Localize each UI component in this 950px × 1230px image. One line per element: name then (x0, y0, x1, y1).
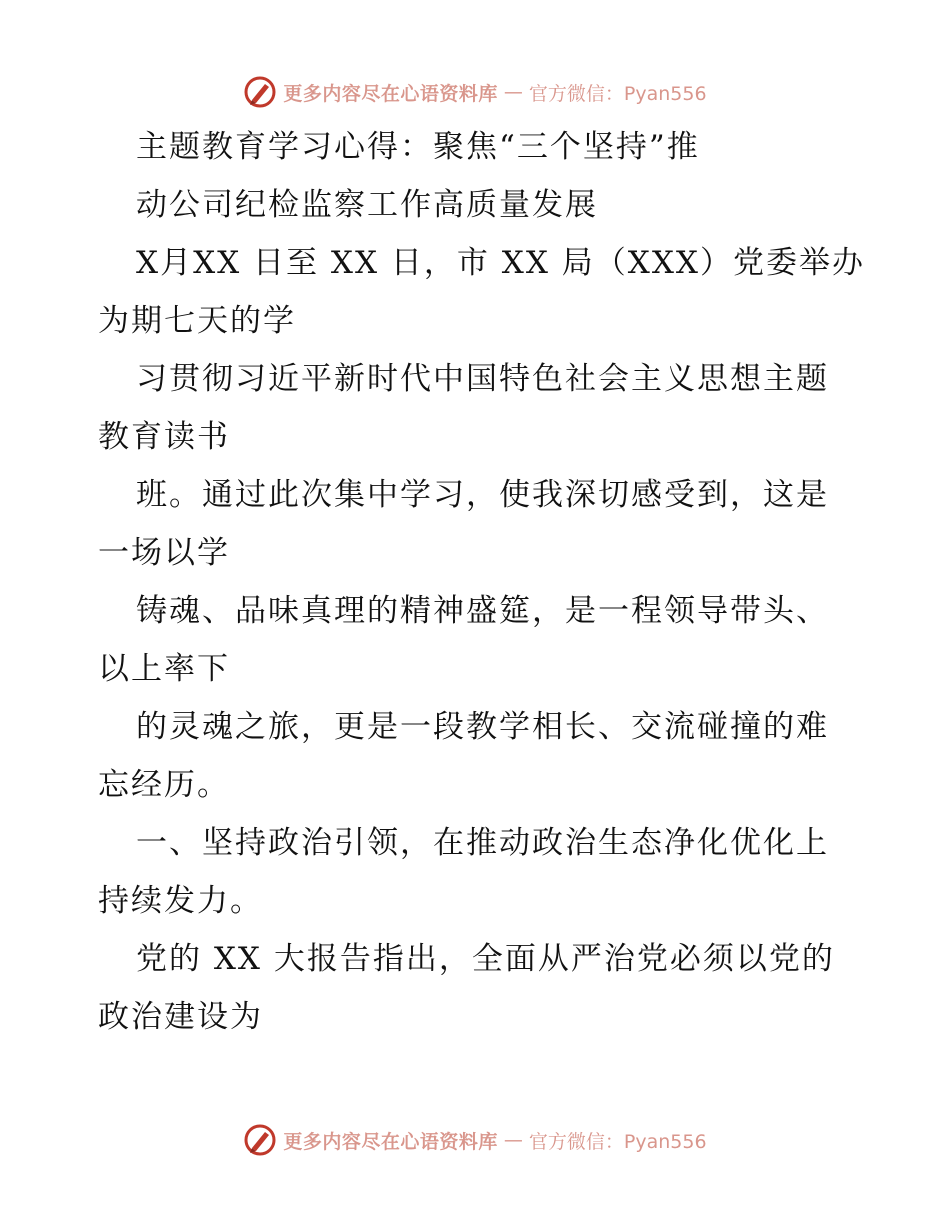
header-contact-text: 官方微信：Pyan556 (528, 82, 707, 105)
header-separator: — (503, 81, 523, 103)
red-pen-circle-logo-icon (243, 75, 277, 109)
section-heading-line: 一、坚持政治引领，在推动政治生态净化优化上 (136, 825, 829, 861)
paragraph-line: 铸魂、品味真理的精神盛筵，是一程领导带头、 (136, 593, 829, 629)
header-banner-inner (243, 75, 706, 109)
footer-site-text: 更多内容尽在心语资料库 (283, 1130, 498, 1153)
paragraph-line: 一场以学 (98, 535, 230, 571)
paragraph-line: 政治建设为 (98, 999, 263, 1035)
document-body (98, 118, 865, 1046)
title-line-2: 动公司纪检监察工作高质量发展 (136, 187, 598, 223)
header-banner (0, 72, 950, 112)
paragraph-line: 忘经历。 (98, 767, 230, 803)
footer-separator: — (503, 1129, 523, 1151)
paragraph-line: 以上率下 (98, 651, 230, 687)
header-site-text: 更多内容尽在心语资料库 (283, 82, 498, 105)
paragraph-line: 为期七天的学 (98, 303, 296, 339)
paragraph-line: 班。通过此次集中学习，使我深切感受到，这是 (136, 477, 829, 513)
title-line-1: 主题教育学习心得：聚焦“三个坚持”推 (136, 129, 700, 165)
paragraph-line: 党的 XX 大报告指出，全面从严治党必须以党的 (136, 941, 835, 977)
footer-banner-inner (243, 1123, 706, 1157)
footer-contact-text: 官方微信：Pyan556 (528, 1130, 707, 1153)
paragraph-line: 的灵魂之旅，更是一段教学相长、交流碰撞的难 (136, 709, 829, 745)
paragraph-line: 习贯彻习近平新时代中国特色社会主义思想主题 (136, 361, 829, 397)
footer-banner (0, 1120, 950, 1160)
section-heading-line: 持续发力。 (98, 883, 263, 919)
paragraph-line: X月XX 日至 XX 日，市 XX 局（XXX）党委举办 (136, 245, 865, 281)
paragraph-line: 教育读书 (98, 419, 230, 455)
red-pen-circle-logo-icon (243, 1123, 277, 1157)
